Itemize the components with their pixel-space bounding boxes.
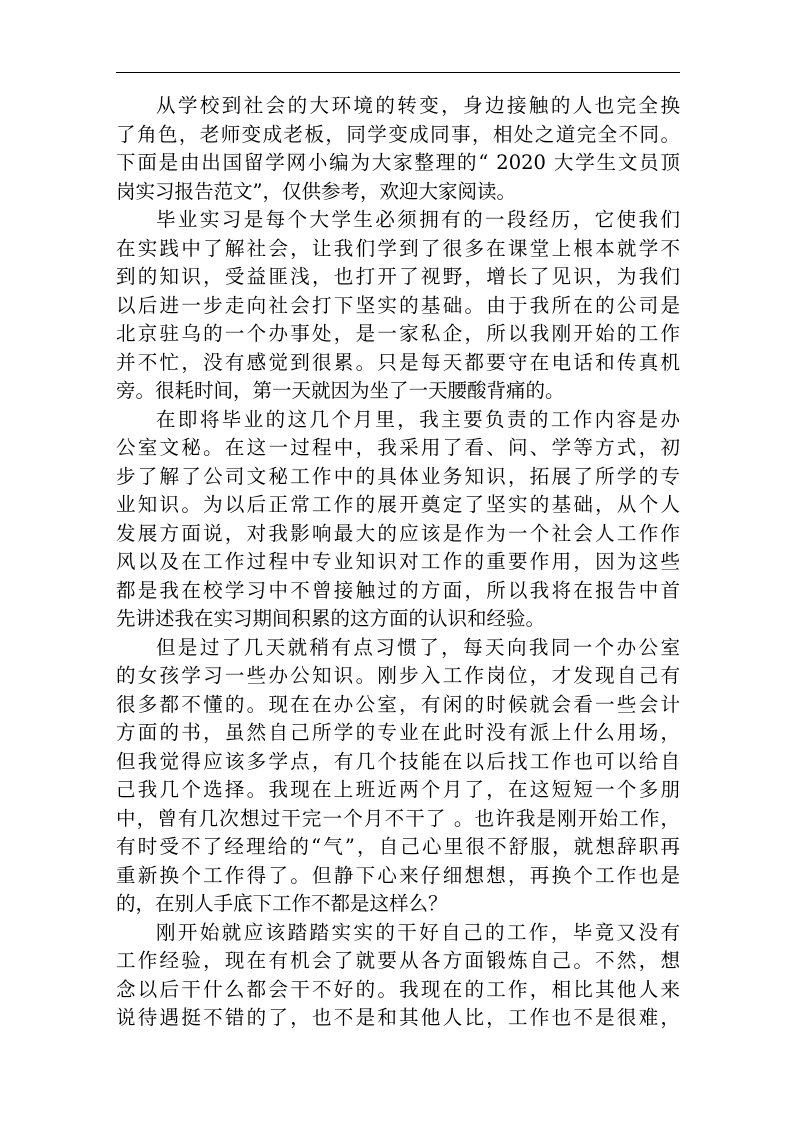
paragraph-2-line-5: 北京驻乌的一个办事处，是一家私企，所以我刚开始的工作 xyxy=(116,322,680,345)
paragraph-2-line-7: 旁。很耗时间，第一天就因为坐了一天腰酸背痛的。 xyxy=(116,379,565,402)
paragraph-3-line-6: 风以及在工作过程中专业知识对工作的重要作用，因为这些 xyxy=(116,550,680,573)
paragraph-3-line-8: 先讲述我在实习期间积累的这方面的认识和经验。 xyxy=(116,607,546,630)
paragraph-2-line-3: 到的知识，受益匪浅，也打开了视野，增长了见识，为我们 xyxy=(116,265,680,288)
paragraph-3-line-1: 在即将毕业的这几个月里，我主要负责的工作内容是办 xyxy=(156,407,680,431)
paragraph-4-line-3: 很多都不懂的。现在在办公室，有闲的时候就会看一些会计 xyxy=(116,692,680,716)
paragraph-2-line-6: 并不忙，没有感觉到很累。只是每天都要守在电话和传真机 xyxy=(116,350,680,374)
document-body xyxy=(116,92,680,1033)
paragraph-2-line-2: 在实践中了解社会，让我们学到了很多在课堂上根本就学不 xyxy=(116,236,680,260)
paragraph-5-line-3: 念以后干什么都会干不好的。我现在的工作，相比其他人来 xyxy=(116,977,680,1001)
paragraph-2-line-4: 以后进一步走向社会打下坚实的基础。由于我所在的公司是 xyxy=(116,293,680,317)
paragraph-4-line-1: 但是过了几天就稍有点习惯了，每天向我同一个办公室 xyxy=(156,635,680,659)
header-rule xyxy=(116,72,680,73)
paragraph-3-line-5: 发展方面说，对我影响最大的应该是作为一个社会人工作作 xyxy=(116,521,680,545)
paragraph-3-line-7: 都是我在校学习中不曾接触过的方面，所以我将在报告中首 xyxy=(116,578,680,602)
paragraph-3-line-4: 业知识。为以后正常工作的展开奠定了坚实的基础，从个人 xyxy=(116,493,680,516)
paragraph-5-line-1: 刚开始就应该踏踏实实的干好自己的工作，毕竟又没有 xyxy=(156,920,680,944)
paragraph-1-line-3: 下面是由出国留学网小编为大家整理的“ 2020 大学生文员顶 xyxy=(116,151,680,174)
paragraph-4-line-9: 重新换个工作得了。但静下心来仔细想想，再换个工作也是 xyxy=(116,863,680,887)
paragraph-3-line-2: 公室文秘。在这一过程中，我采用了看、问、学等方式，初 xyxy=(116,436,680,459)
paragraph-3-line-3: 步了解了公司文秘工作中的具体业务知识，拓展了所学的专 xyxy=(116,464,680,488)
paragraph-4-line-2: 的女孩学习一些办公知识。刚步入工作岗位，才发现自己有 xyxy=(116,664,680,687)
paragraph-4-line-5: 但我觉得应该多学点，有几个技能在以后找工作也可以给自 xyxy=(116,749,680,773)
paragraph-1-line-4: 岗实习报告范文”，仅供参考，欢迎大家阅读。 xyxy=(116,179,516,203)
paragraph-5-line-2: 工作经验，现在有机会了就要从各方面锻炼自己。不然，想 xyxy=(116,949,680,972)
paragraph-5-line-4: 说待遇挺不错的了，也不是和其他人比，工作也不是很难， xyxy=(116,1006,680,1029)
paragraph-4-line-10: 的，在别人手底下工作不都是这样么？ xyxy=(116,892,448,915)
paragraph-4-line-4: 方面的书，虽然自己所学的专业在此时没有派上什么用场， xyxy=(116,721,680,744)
paragraph-4-line-8: 有时受不了经理给的“气”，自己心里很不舒服，就想辞职再 xyxy=(116,835,680,858)
paragraph-2-line-1: 毕业实习是每个大学生必须拥有的一段经历，它使我们 xyxy=(156,208,680,231)
paragraph-1-line-1: 从学校到社会的大环境的转变，身边接触的人也完全换 xyxy=(156,94,680,117)
paragraph-4-line-7: 中，曾有几次想过干完一个月不干了 。也许我是刚开始工作， xyxy=(116,806,680,830)
paragraph-1-line-2: 了角色，老师变成老板，同学变成同事，相处之道完全不同。 xyxy=(116,122,680,146)
paragraph-4-line-6: 己我几个选择。我现在上班近两个月了，在这短短一个多朋 xyxy=(116,778,680,801)
